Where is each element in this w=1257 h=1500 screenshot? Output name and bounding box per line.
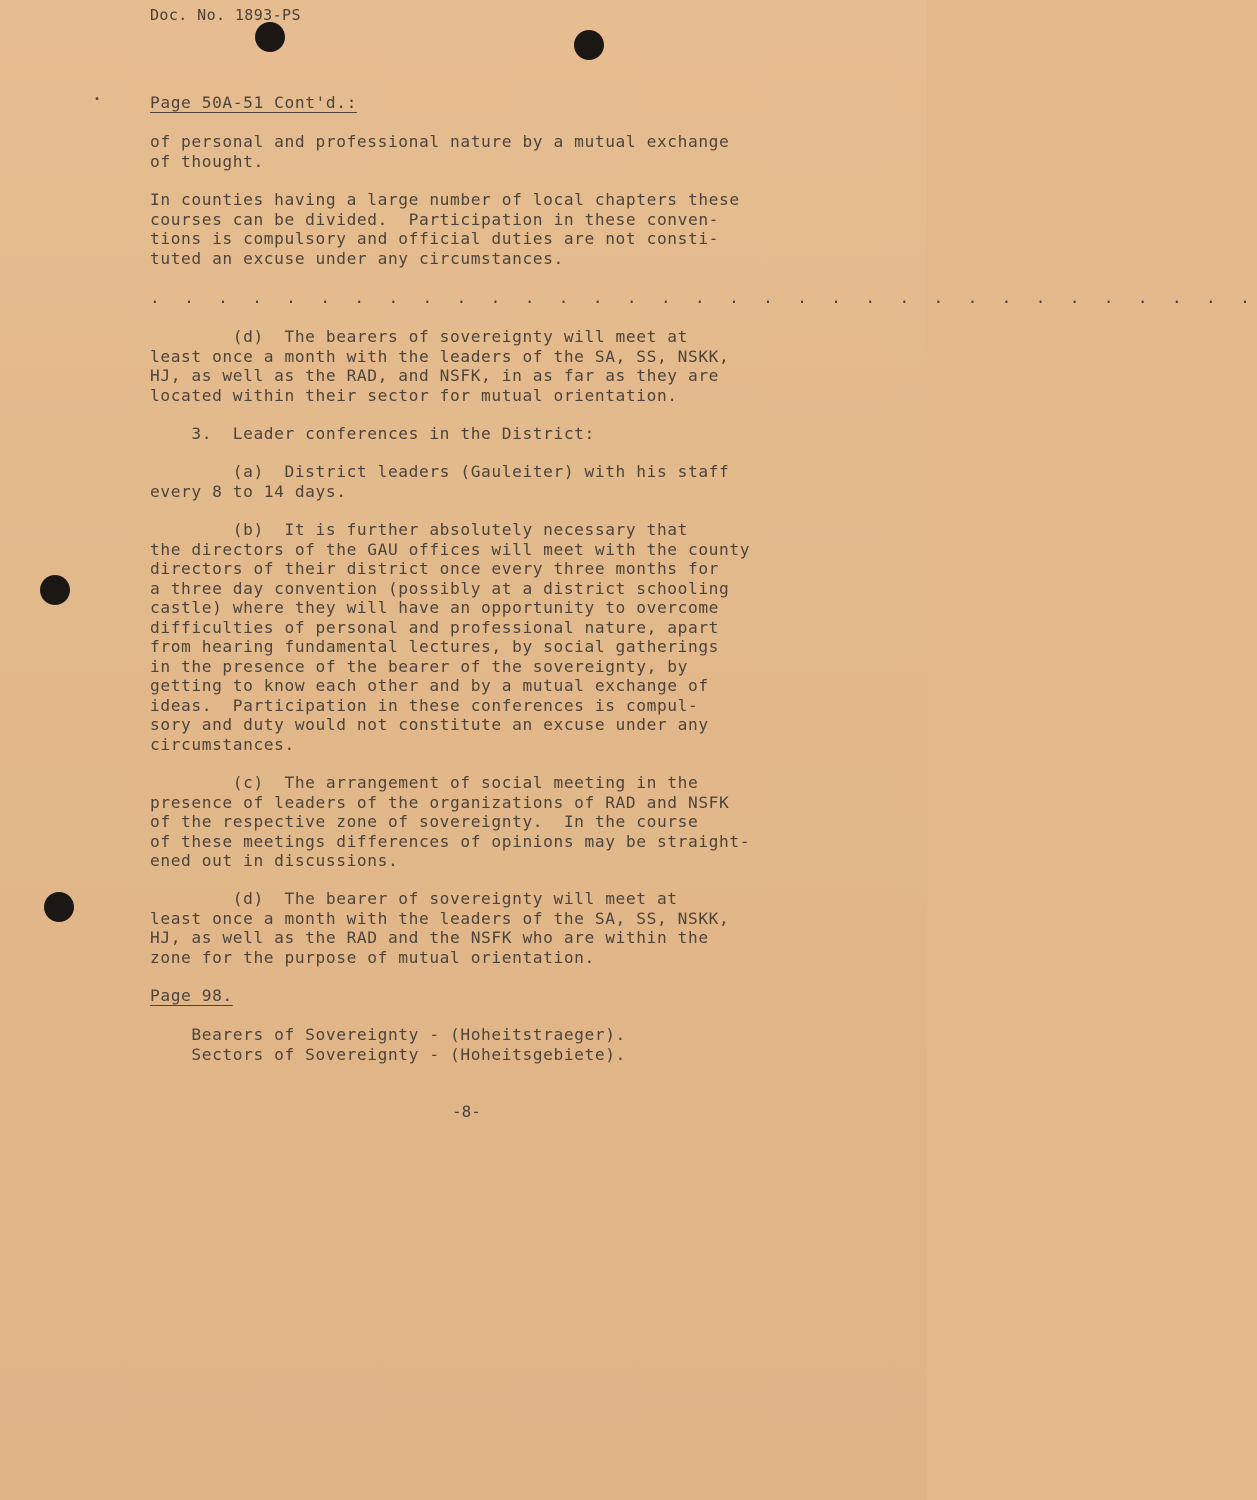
paragraph-b: (b) It is further absolutely necessary that the directors of the GAU offices will meet with the county directors of their district once every three months for a three day convention (possibly at a district schooling castle) where they will have an opportunity to overcome difficulties of personal and professional nature, apart from hearing fundamental lectures, by social gatherings in the presence of the bearer of the sovereignty, by getting to know each other and by a mutual exchange of ideas. Participation in these conferences is compul- sory and duty would not constitute an excuse under any circumstances. (150, 520, 751, 754)
paragraph-c: (c) The arrangement of social meeting in the presence of leaders of the organizations of RAD and NSFK of the respective zone of sovereignty. In the course of these meetings differences of opinions may be straight- ened out in discussions. (150, 773, 751, 870)
punch-hole-left-middle (40, 575, 70, 605)
page-number: -8- (452, 1102, 481, 1121)
paragraph-leader-conferences: 3. Leader conferences in the District: (150, 424, 595, 443)
paragraph-counties: In counties having a large number of local chapters these courses can be divided. Participation in these conven- tions is compulsory and official duties are not consti- tuted an excuse under any circumstances. (150, 190, 740, 268)
paragraph-d-first: (d) The bearers of sovereignty will meet at least once a month with the leaders of the SA, SS, NSKK, HJ, as well as the RAD, and NSFK, in as far as they are located within their sector for mutual orientation. (150, 327, 730, 405)
paragraph-d-second: (d) The bearer of sovereignty will meet at least once a month with the leaders of the SA, SS, NSKK, HJ, as well as the RAD and the NSFK who are within the zone for the purpose of mutual orientation. (150, 889, 730, 967)
paragraph-continuation: of personal and professional nature by a mutual exchange of thought. (150, 132, 730, 171)
punch-hole-left-lower (44, 892, 74, 922)
punch-hole-top-left (255, 22, 285, 52)
section-heading: Page 50A-51 Cont'd.: (150, 93, 357, 112)
page98-line-sectors: Sectors of Sovereignty - (Hoheitsgebiete). (150, 1045, 626, 1064)
paragraph-a: (a) District leaders (Gauleiter) with his staff every 8 to 14 days. (150, 462, 730, 501)
page98-line-bearers: Bearers of Sovereignty - (Hoheitstraeger). (150, 1025, 626, 1044)
document-number: Doc. No. 1893-PS (150, 6, 301, 24)
dotted-separator: . . . . . . . . . . . . . . . . . . . . . . . . . . . . . . . . . (150, 288, 1257, 307)
page98-heading: Page 98. (150, 986, 233, 1005)
margin-mark: • (94, 94, 101, 105)
punch-hole-top-right (574, 30, 604, 60)
